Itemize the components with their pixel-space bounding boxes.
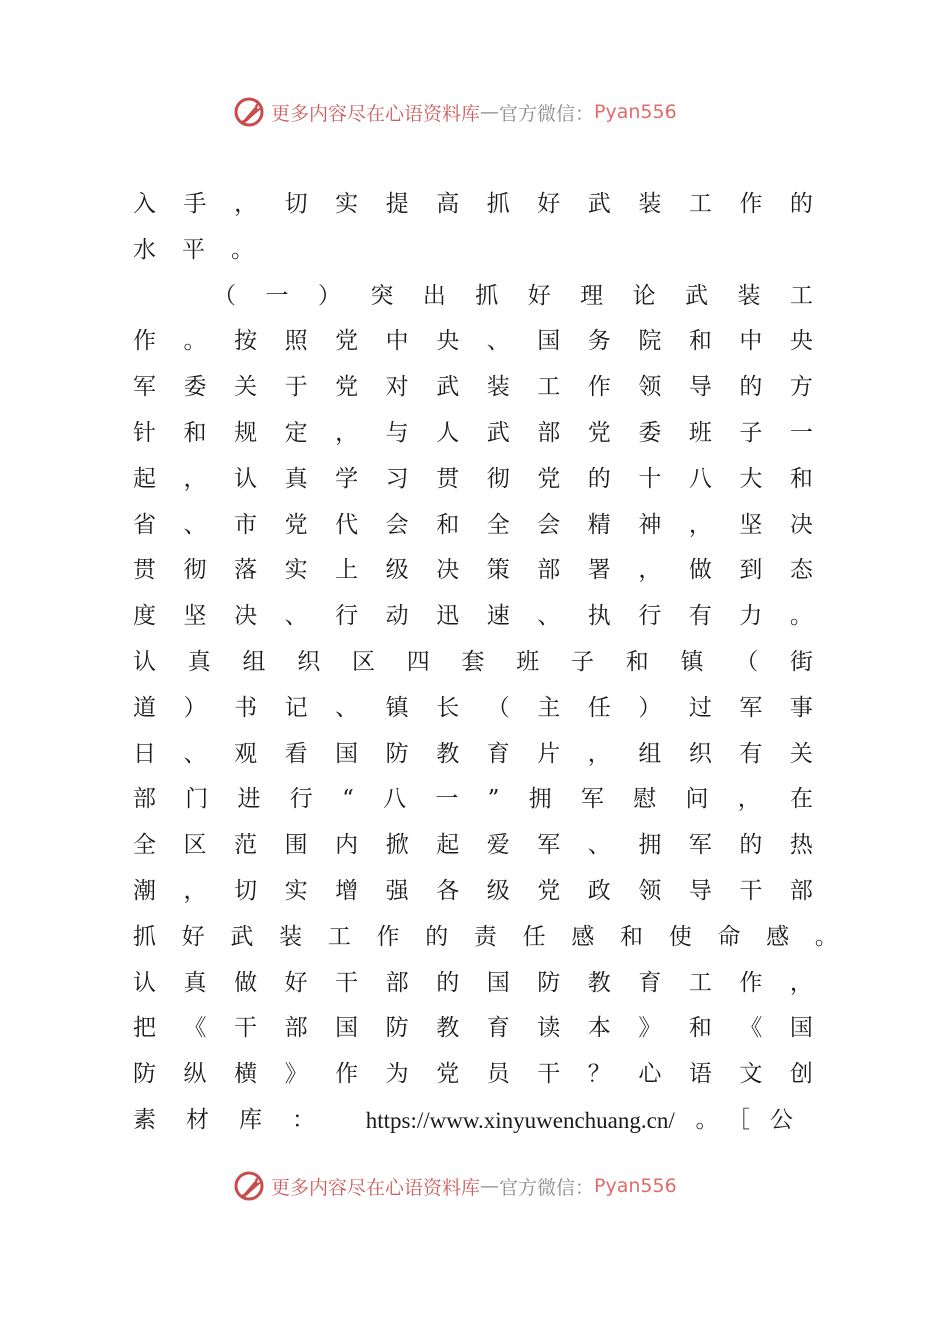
banner-wechat-id: Pyan556 [594, 1175, 677, 1197]
char-row: 道 ） 书 记 、 镇 长 （ 主 任 ） 过 军 事 [133, 694, 813, 721]
text-line [133, 686, 813, 732]
quill-logo-icon [233, 1169, 267, 1203]
text-line [133, 319, 813, 365]
text-line [133, 594, 813, 640]
char-row: 抓 好 武 装 工 作 的 责 任 感 和 使 命 感 。 [133, 923, 838, 950]
banner-red-text: 更多内容尽在心语资料库 [271, 1176, 481, 1199]
text-line [133, 732, 813, 778]
header-banner [233, 92, 753, 132]
char-row: 全 区 范 围 内 掀 起 爱 军 、 拥 军 的 热 [133, 832, 813, 859]
text-line [133, 1006, 813, 1052]
char-row: 日 、 观 看 国 防 教 育 片 ， 组 织 有 关 [133, 740, 813, 767]
banner-red-text: 更多内容尽在心语资料库 [271, 102, 481, 125]
text-line [133, 548, 813, 594]
char-row: 把 《 干 部 国 防 教 育 读 本 》 和 《 国 [133, 1015, 813, 1042]
quill-logo-icon [233, 95, 267, 129]
footer-banner [233, 1166, 753, 1206]
text-line: 水平。 [133, 236, 280, 263]
text-line [133, 503, 813, 549]
text-line [133, 274, 813, 320]
text-line [133, 777, 813, 823]
url-prefix: 素材库： [133, 1106, 345, 1133]
char-row: 部 门 进 行 “ 八 一 ” 拥 军 慰 问 ， 在 [133, 786, 813, 813]
banner-dash: — [480, 101, 500, 123]
source-url-link[interactable]: https://www.xinyuwenchuang.cn/ [365, 1107, 675, 1133]
char-row: （ 一 ） 突 出 抓 好 理 论 武 装 工 [213, 282, 813, 309]
text-line [133, 411, 813, 457]
text-line [133, 640, 813, 686]
char-row: 起 ， 认 真 学 习 贯 彻 党 的 十 八 大 和 [133, 465, 813, 492]
char-row: 入 手 ， 切 实 提 高 抓 好 武 装 工 作 的 [133, 191, 813, 217]
text-line [133, 457, 813, 503]
char-row: 贯 彻 落 实 上 级 决 策 部 署 ， 做 到 态 [133, 557, 813, 584]
char-row: 认 真 组 织 区 四 套 班 子 和 镇 （ 街 [133, 648, 813, 675]
text-line-url [133, 1098, 813, 1144]
char-row: 潮 ， 切 实 增 强 各 级 党 政 领 导 干 部 [133, 877, 813, 904]
text-line [133, 1052, 813, 1098]
text-line [133, 365, 813, 411]
document-body [133, 182, 838, 1144]
text-line [133, 869, 813, 915]
banner-gray-text: 官方微信： [499, 1176, 595, 1199]
banner-dash: — [480, 1175, 500, 1197]
banner-gray-text: 官方微信： [499, 102, 595, 125]
text-line [133, 915, 838, 961]
char-row: 作 。 按 照 党 中 央 、 国 务 院 和 中 央 [133, 328, 813, 355]
char-row: 度 坚 决 、 行 动 迅 速 、 执 行 有 力 。 [133, 603, 813, 630]
char-row: 军 委 关 于 党 对 武 装 工 作 领 导 的 方 [133, 374, 813, 401]
banner-wechat-id: Pyan556 [594, 101, 677, 123]
text-line [133, 823, 813, 869]
url-suffix: 。［公 [695, 1106, 813, 1133]
text-line [133, 961, 813, 1007]
char-row: 省 、 市 党 代 会 和 全 会 精 神 ， 坚 决 [133, 511, 813, 538]
char-row: 针 和 规 定 ， 与 人 武 部 党 委 班 子 一 [133, 419, 813, 446]
text-line [133, 182, 813, 228]
char-row: 防 纵 横 》 作 为 党 员 干 ？ 心 语 文 创 [133, 1061, 813, 1088]
char-row: 认 真 做 好 干 部 的 国 防 教 育 工 作 ， [133, 969, 813, 996]
